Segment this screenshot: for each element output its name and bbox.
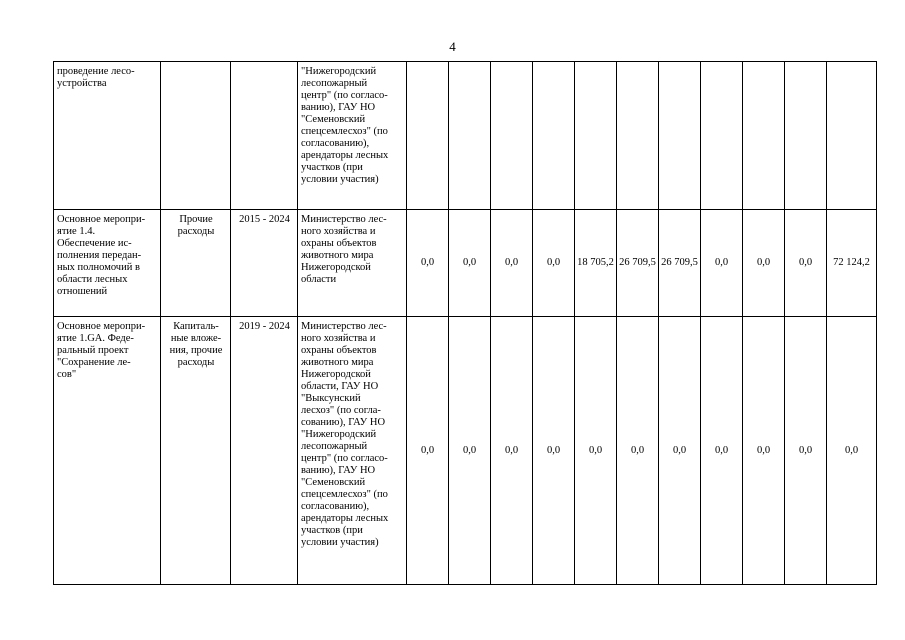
value-cell bbox=[575, 62, 617, 210]
value-cell: 0,0 bbox=[785, 210, 827, 317]
value-cell: 18 705,2 bbox=[575, 210, 617, 317]
value-cell: 0,0 bbox=[743, 210, 785, 317]
expense-type-cell: Капиталь- ные вложе- ния, прочие расходы bbox=[161, 317, 231, 585]
event-name-cell: Основное меропри- ятие 1.4. Обеспечение ис- полнения передан- ных полномочий в области лесных отношений bbox=[54, 210, 161, 317]
table-row bbox=[54, 317, 877, 585]
value-cell: 0,0 bbox=[449, 317, 491, 585]
value-cell bbox=[701, 62, 743, 210]
value-cell: 0,0 bbox=[533, 210, 575, 317]
value-cell: 0,0 bbox=[533, 317, 575, 585]
value-cell bbox=[617, 62, 659, 210]
value-cell bbox=[533, 62, 575, 210]
value-cell: 0,0 bbox=[491, 317, 533, 585]
value-cell: 0,0 bbox=[701, 317, 743, 585]
expense-type-cell bbox=[161, 62, 231, 210]
page-number: 4 bbox=[449, 39, 456, 54]
value-cell: 0,0 bbox=[407, 317, 449, 585]
value-cell bbox=[449, 62, 491, 210]
period-cell: 2015 - 2024 bbox=[231, 210, 298, 317]
value-cell bbox=[659, 62, 701, 210]
value-cell: 26 709,5 bbox=[617, 210, 659, 317]
value-cell: 0,0 bbox=[701, 210, 743, 317]
total-value-cell: 0,0 bbox=[827, 317, 877, 585]
executors-cell: Министерство лес- ного хозяйства и охраны объектов животного мира Нижегородской области, ГАУ НО "Выксунский лесхоз" (по согла- сованию), ГАУ НО "Нижегородский лесопожарный центр" (по согласо- ванию), ГАУ НО "Семеновский спецсемлесхоз" (по согласованию), арендаторы лесных участков (при условии участия) bbox=[298, 317, 407, 585]
program-table bbox=[53, 61, 877, 585]
executors-cell: "Нижегородский лесопожарный центр" (по согласо- ванию), ГАУ НО "Семеновский спецсемлесхоз" (по согласованию), арендаторы лесных участков (при условии участия) bbox=[298, 62, 407, 210]
table-row bbox=[54, 210, 877, 317]
expense-type-cell: Прочие расходы bbox=[161, 210, 231, 317]
table-row bbox=[54, 62, 877, 210]
value-cell bbox=[743, 62, 785, 210]
value-cell: 0,0 bbox=[743, 317, 785, 585]
event-name-cell: проведение лесо- устройства bbox=[54, 62, 161, 210]
value-cell bbox=[491, 62, 533, 210]
total-value-cell bbox=[827, 62, 877, 210]
value-cell bbox=[785, 62, 827, 210]
period-cell bbox=[231, 62, 298, 210]
executors-cell: Министерство лес- ного хозяйства и охраны объектов животного мира Нижегородской области bbox=[298, 210, 407, 317]
value-cell: 0,0 bbox=[407, 210, 449, 317]
value-cell: 0,0 bbox=[575, 317, 617, 585]
value-cell: 0,0 bbox=[491, 210, 533, 317]
period-cell: 2019 - 2024 bbox=[231, 317, 298, 585]
value-cell bbox=[407, 62, 449, 210]
event-name-cell: Основное меропри- ятие 1.GA. Феде- ральный проект "Сохранение ле- сов" bbox=[54, 317, 161, 585]
total-value-cell: 72 124,2 bbox=[827, 210, 877, 317]
value-cell: 0,0 bbox=[659, 317, 701, 585]
value-cell: 0,0 bbox=[449, 210, 491, 317]
value-cell: 26 709,5 bbox=[659, 210, 701, 317]
value-cell: 0,0 bbox=[785, 317, 827, 585]
value-cell: 0,0 bbox=[617, 317, 659, 585]
